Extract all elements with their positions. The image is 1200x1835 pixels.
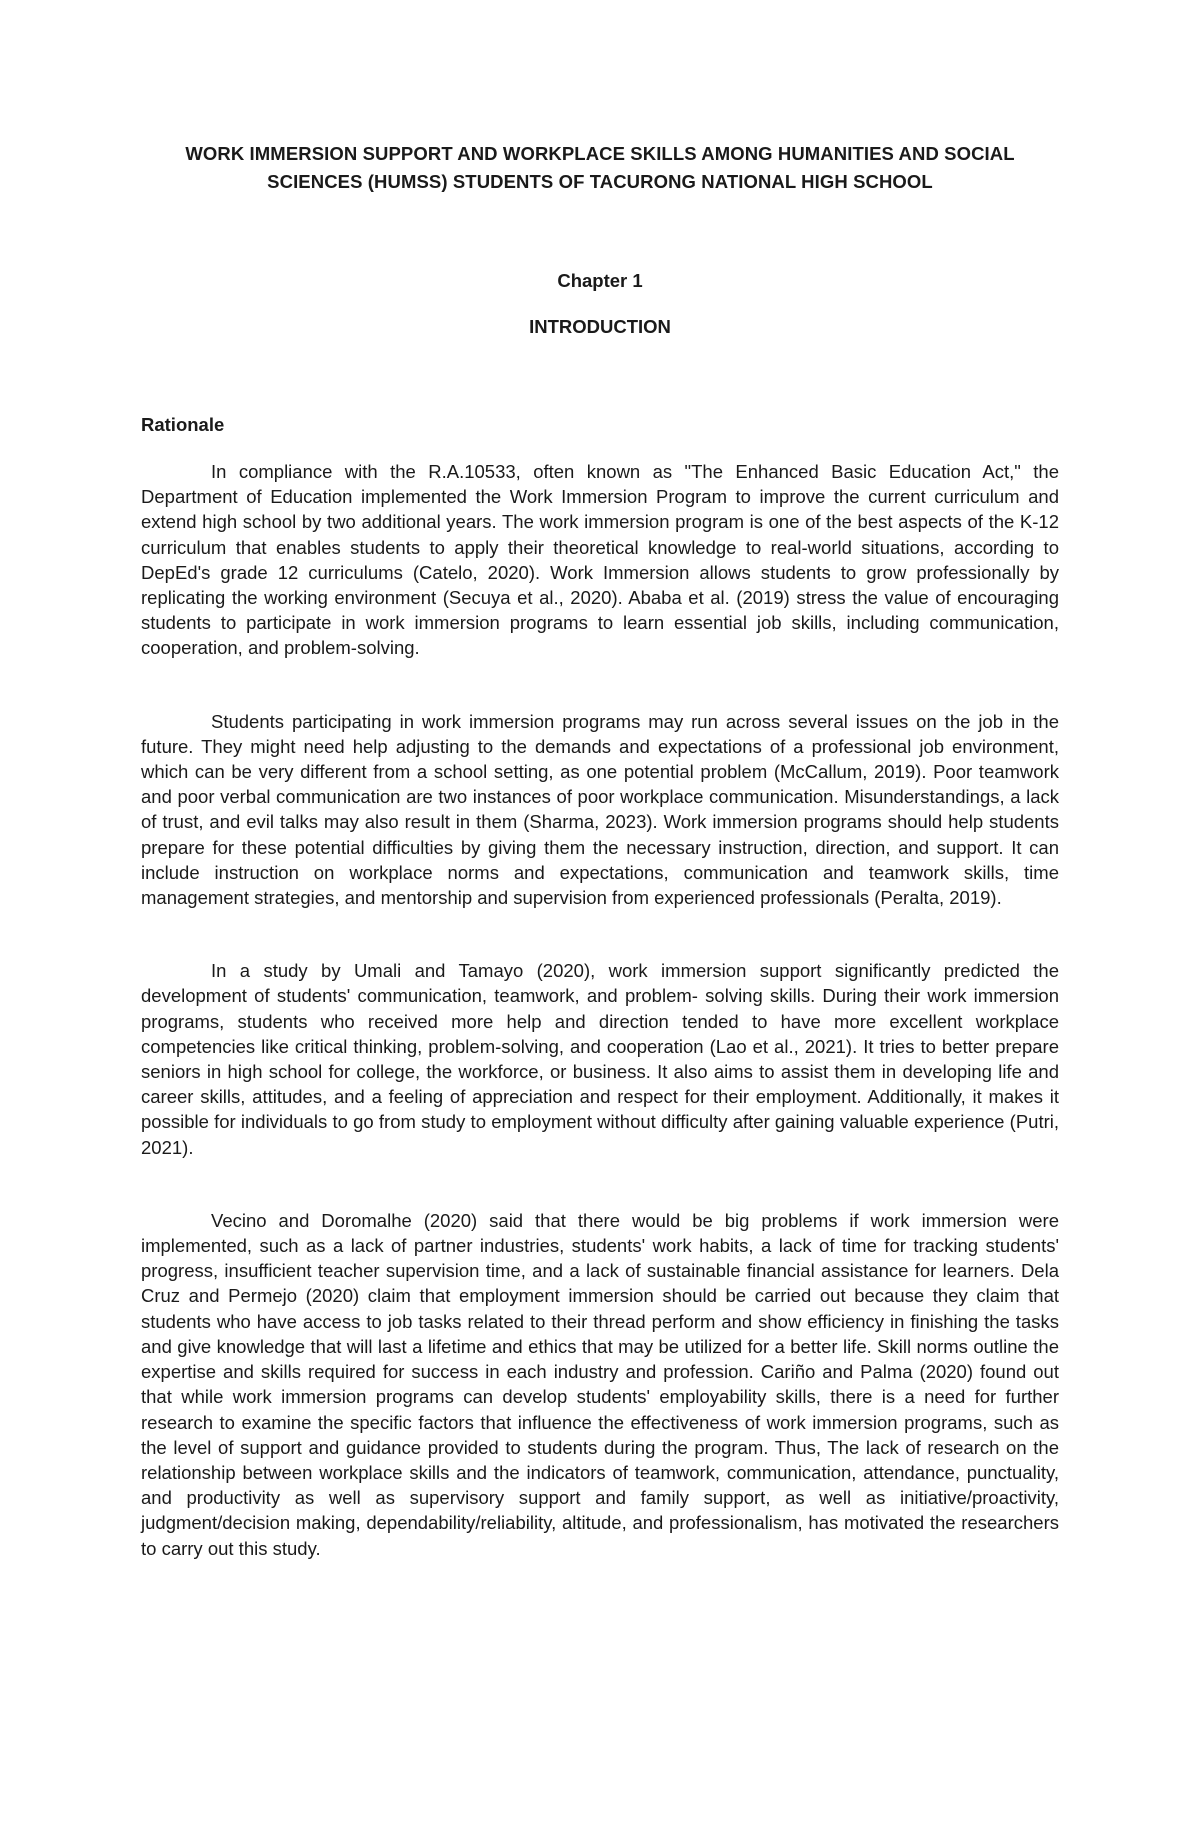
- page-content: [141, 140, 1059, 1561]
- paragraph-1: In compliance with the R.A.10533, often known as "The Enhanced Basic Education Act," the Department of Education implemented the Work Immersion Program to improve the current curriculum and extend high school by two additional years. The work immersion program is one of the best aspects of the K-12 curriculum that enables students to apply their theoretical knowledge to real-world situations, according to DepEd's grade 12 curriculums (Catelo, 2020). Work Immersion allows students to grow professionally by replicating the working environment (Secuya et al., 2020). Ababa et al. (2019) stress the value of encouraging students to participate in work immersion programs to learn essential job skills, including communication, cooperation, and problem-solving.: [141, 461, 1059, 659]
- paragraph-2: Students participating in work immersion programs may run across several issues on the job in the future. They might need help adjusting to the demands and expectations of a professional job environment, which can be very different from a school setting, as one potential problem (McCallum, 2019). Poor teamwork and poor verbal communication are two instances of poor workplace communication. Misunderstandings, a lack of trust, and evil talks may also result in them (Sharma, 2023). Work immersion programs should help students prepare for these potential difficulties by giving them the necessary instruction, direction, and support. It can include instruction on workplace norms and expectations, communication and teamwork skills, time management strategies, and mentorship and supervision from experienced professionals (Peralta, 2019).: [141, 710, 1059, 909]
- chapter-label: Chapter 1: [557, 270, 643, 291]
- document-title: WORK IMMERSION SUPPORT AND WORKPLACE SKILLS AMONG HUMANITIES AND SOCIAL SCIENCES (HUMSS) STUDENTS OF TACURONG NATIONAL HIGH SCHOOL: [185, 143, 1015, 192]
- section-heading-rationale: Rationale: [141, 414, 225, 435]
- chapter-title: INTRODUCTION: [529, 316, 671, 337]
- paragraph-4: Vecino and Doromalhe (2020) said that there would be big problems if work immersion were implemented, such as a lack of partner industries, students' work habits, a lack of time for tracking students' progress, insufficient teacher supervision time, and a lack of sustainable financial assistance for learners. Dela Cruz and Permejo (2020) claim that employment immersion should be carried out because they claim that students who have access to job tasks related to their thread perform and show efficiency in finishing the tasks and give knowledge that will last a lifetime and ethics that may be utilized for a better life. Skill norms outline the expertise and skills required for success in each industry and profession. Cariño and Palma (2020) found out that while work immersion programs can develop students' employability skills, there is a need for further research to examine the specific factors that influence the effectiveness of work immersion programs, such as the level of support and guidance provided to students during the program. Thus, The lack of research on the relationship between workplace skills and the indicators of teamwork, communication, attendance, punctuality, and productivity as well as supervisory support and family support, as well as initiative/proactivity, judgment/decision making, dependability/reliability, altitude, and professionalism, has motivated the researchers to carry out this study.: [141, 1209, 1059, 1559]
- paragraph-3: In a study by Umali and Tamayo (2020), work immersion support significantly predicted the development of students' communication, teamwork, and problem- solving skills. During their work immersion programs, students who received more help and direction tended to have more excellent workplace competencies like critical thinking, problem-solving, and cooperation (Lao et al., 2021). It tries to better prepare seniors in high school for college, the workforce, or business. It also aims to assist them in developing life and career skills, attitudes, and a feeling of appreciation and respect for their employment. Additionally, it makes it possible for individuals to go from study to employment without difficulty after gaining valuable experience (Putri, 2021).: [141, 960, 1059, 1158]
